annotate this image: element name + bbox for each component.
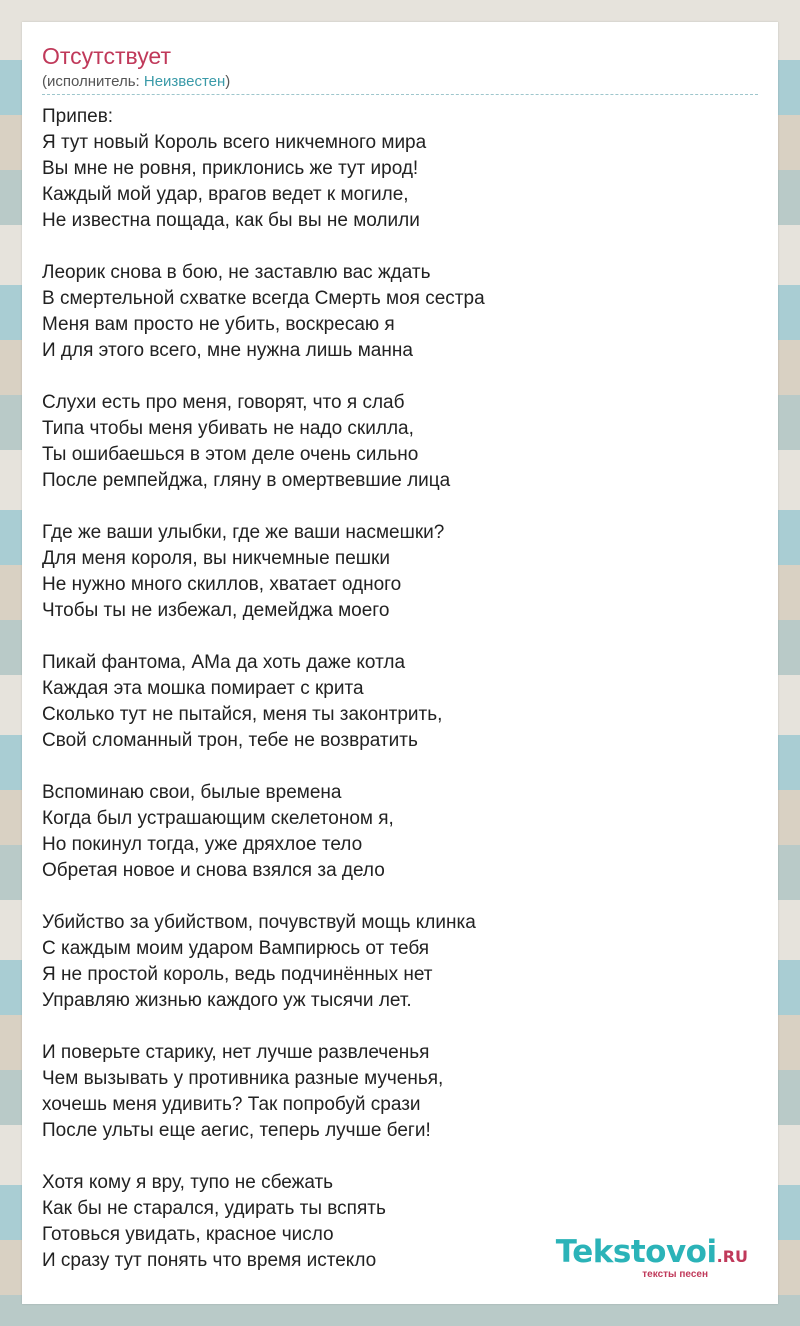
lyric-line: Вспоминаю свои, былые времена xyxy=(42,782,342,803)
performer-line xyxy=(42,72,758,95)
lyrics-card xyxy=(22,22,778,1304)
lyric-line: Чтобы ты не избежал, демейджа моего xyxy=(42,600,390,621)
performer-prefix: (исполнитель: xyxy=(42,73,144,90)
lyric-line: Пикай фантома, АМа да хоть даже котла xyxy=(42,652,406,673)
logo-wordmark xyxy=(556,1236,748,1273)
stanza-gap xyxy=(42,1144,758,1170)
logo-name: Tekstovoi xyxy=(555,1234,717,1270)
stanza-gap xyxy=(42,624,758,650)
lyric-line: Управляю жизнью каждого уж тысячи лет. xyxy=(42,990,412,1011)
stanza-gap xyxy=(42,234,758,260)
lyric-line: Каждый мой удар, врагов ведет к могиле, xyxy=(42,184,409,205)
lyric-line: Чем вызывать у противника разные мученья, xyxy=(42,1068,444,1089)
stanza-gap xyxy=(42,884,758,910)
lyric-line: Сколько тут не пытайся, меня ты законтрить, xyxy=(42,704,443,725)
lyric-line: Когда был устрашающим скелетоном я, xyxy=(42,808,394,829)
lyric-line: Готовься увидать, красное число xyxy=(42,1224,334,1245)
lyric-line: Леорик снова в бою, не заставлю вас ждать xyxy=(42,262,431,283)
lyric-line: Вы мне не ровня, приклонись же тут ирод! xyxy=(42,158,419,179)
site-logo[interactable] xyxy=(556,1236,748,1280)
lyric-line: Не известна пощада, как бы вы не молили xyxy=(42,210,420,231)
lyric-line: Обретая новое и снова взялся за дело xyxy=(42,860,385,881)
lyric-line: Не нужно много скиллов, хватает одного xyxy=(42,574,402,595)
lyric-line: Как бы не старался, удирать ты вспять xyxy=(42,1198,386,1219)
song-header xyxy=(42,42,758,95)
lyric-line: С каждым моим ударом Вампирюсь от тебя xyxy=(42,938,430,959)
lyric-line: И для этого всего, мне нужна лишь манна xyxy=(42,340,413,361)
lyric-line: Ты ошибаешься в этом деле очень сильно xyxy=(42,444,419,465)
stanza-gap xyxy=(42,494,758,520)
lyric-line: Каждая эта мошка помирает с крита xyxy=(42,678,364,699)
lyric-line: После ремпейджа, гляну в омертвевшие лица xyxy=(42,470,451,491)
stanza-gap xyxy=(42,754,758,780)
lyric-line: хочешь меня удивить? Так попробуй срази xyxy=(42,1094,421,1115)
lyric-line: Слухи есть про меня, говорят, что я слаб xyxy=(42,392,405,413)
lyrics-text xyxy=(42,104,758,1274)
lyric-line: Где же ваши улыбки, где же ваши насмешки? xyxy=(42,522,445,543)
lyric-line: Типа чтобы меня убивать не надо скилла, xyxy=(42,418,414,439)
lyric-line: Я не простой король, ведь подчинённых нет xyxy=(42,964,433,985)
stanza-gap xyxy=(42,364,758,390)
stanza-gap xyxy=(42,1014,758,1040)
lyric-line: Меня вам просто не убить, воскресаю я xyxy=(42,314,395,335)
logo-tld: .RU xyxy=(716,1247,748,1266)
performer-link[interactable]: Неизвестен xyxy=(143,73,226,90)
lyric-line: И поверьте старику, нет лучше развлеченья xyxy=(42,1042,430,1063)
lyric-line: И сразу тут понять что время истекло xyxy=(42,1250,377,1271)
song-title: Отсутствует xyxy=(42,43,171,69)
lyric-line: Убийство за убийством, почувствуй мощь клинка xyxy=(42,912,476,933)
lyric-line: Припев: xyxy=(42,106,114,127)
lyric-line: Но покинул тогда, уже дряхлое тело xyxy=(42,834,363,855)
lyric-line: Для меня короля, вы никчемные пешки xyxy=(42,548,390,569)
performer-suffix: ) xyxy=(225,73,231,90)
lyric-line: Хотя кому я вру, тупо не сбежать xyxy=(42,1172,334,1193)
lyric-line: Свой сломанный трон, тебе не возвратить xyxy=(42,730,418,751)
lyric-line: После ульты еще аегис, теперь лучше беги! xyxy=(42,1120,431,1141)
lyric-line: Я тут новый Король всего никчемного мира xyxy=(42,132,427,153)
logo-tagline: тексты песен xyxy=(642,1269,708,1280)
lyric-line: В смертельной схватке всегда Смерть моя сестра xyxy=(42,288,485,309)
